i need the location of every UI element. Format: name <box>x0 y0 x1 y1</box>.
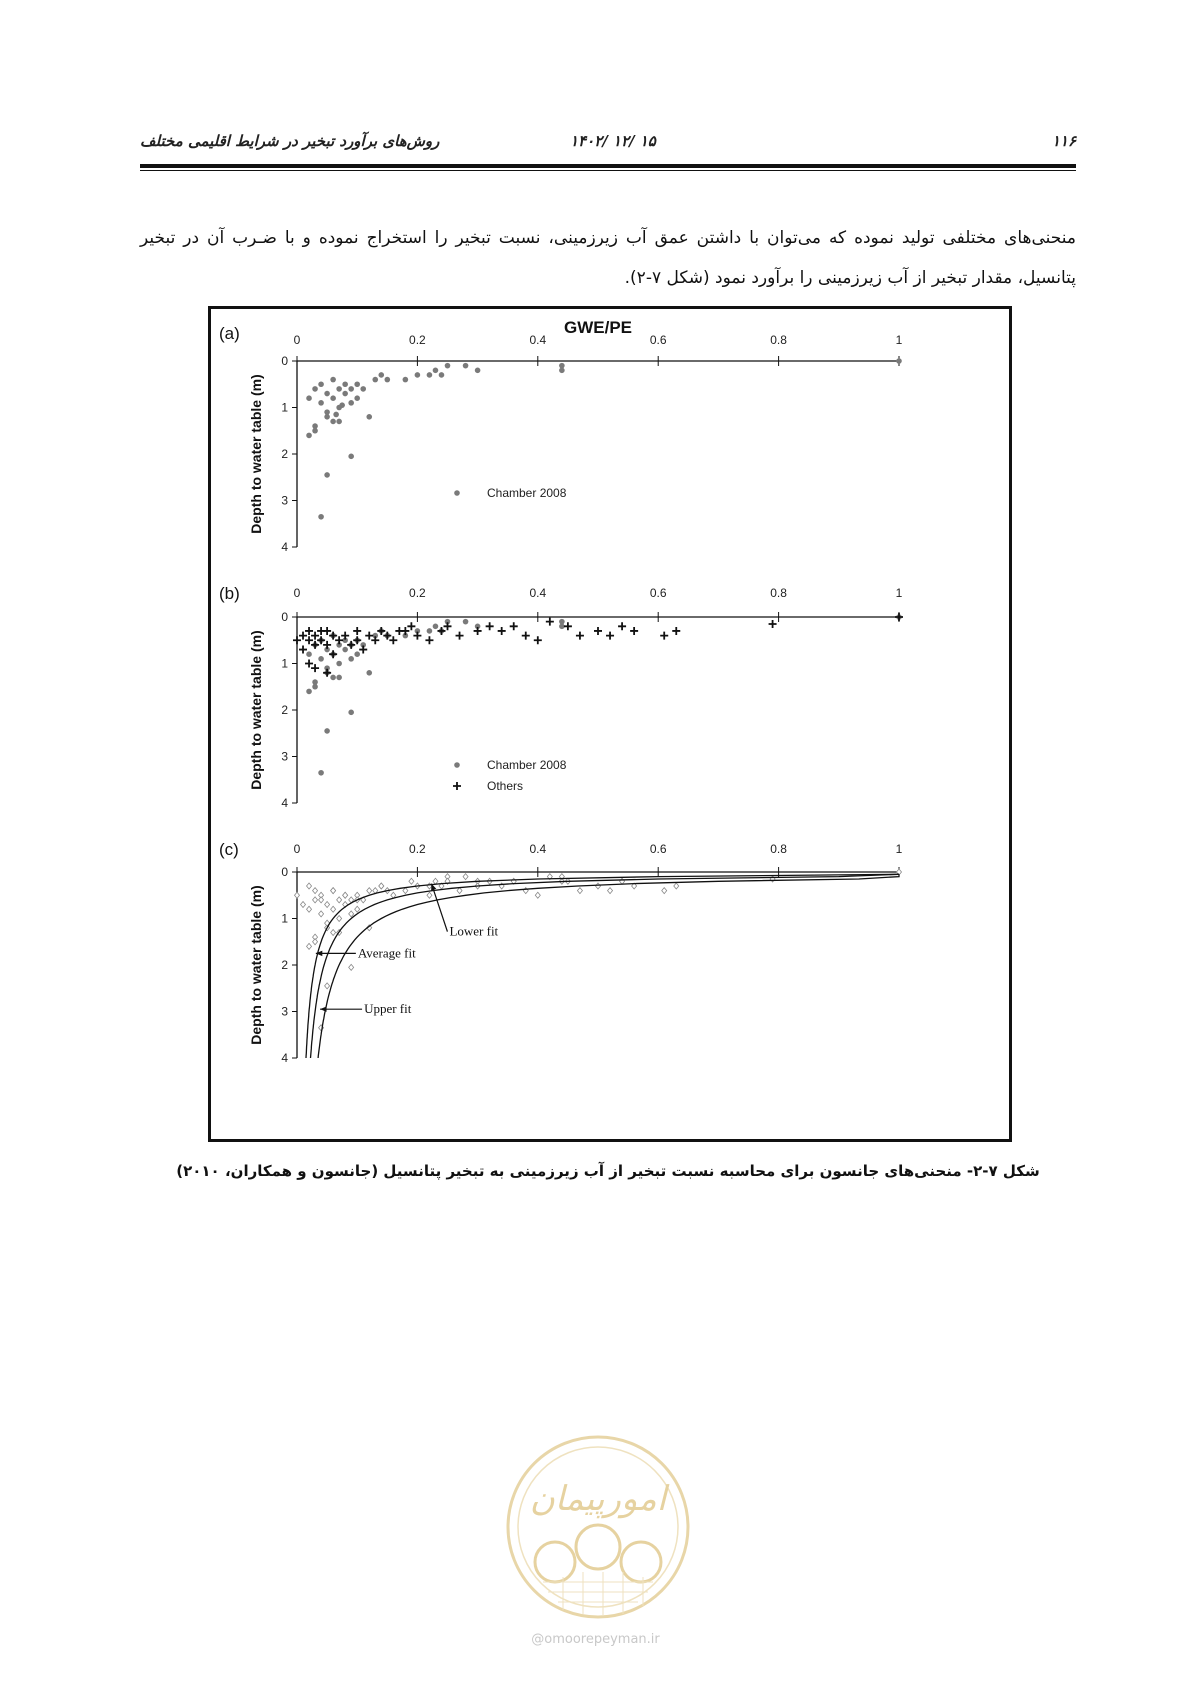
data-point <box>366 414 372 420</box>
data-point <box>342 391 348 397</box>
data-point-cross <box>305 636 313 644</box>
watermark-site: @omoorepeyman.ir <box>531 1632 660 1647</box>
data-point <box>312 684 318 690</box>
data-point-cross <box>311 632 319 640</box>
data-point <box>348 710 354 716</box>
x-tick-label: 0.2 <box>409 586 426 600</box>
data-point <box>336 661 342 667</box>
data-point <box>324 391 330 397</box>
x-tick-label: 1 <box>895 333 903 347</box>
data-point-diamond <box>608 888 613 894</box>
y-tick-label: 3 <box>281 1004 288 1019</box>
data-point <box>378 372 384 378</box>
data-point-cross <box>456 632 464 640</box>
data-point <box>475 368 481 374</box>
y-tick-label: 4 <box>281 1051 288 1065</box>
data-point-diamond <box>457 888 462 894</box>
data-point-cross <box>576 632 584 640</box>
legend-marker <box>454 490 460 496</box>
y-tick-label: 0 <box>281 354 288 368</box>
x-tick-label: 0 <box>293 333 301 347</box>
panel-0 <box>219 324 903 554</box>
data-point-diamond <box>337 916 342 922</box>
data-point-diamond <box>295 892 300 898</box>
data-point-cross <box>353 636 361 644</box>
data-point <box>896 358 902 364</box>
legend-label: Others <box>487 779 524 793</box>
y-tick-label: 0 <box>281 610 288 624</box>
data-point-diamond <box>301 902 306 908</box>
book-title: روش‌های برآورد تبخیر در شرایط اقلیمی مختلف <box>140 132 440 150</box>
y-tick-label: 3 <box>281 493 288 508</box>
data-point-diamond <box>319 911 324 917</box>
data-point-cross <box>389 636 397 644</box>
data-point <box>330 377 336 383</box>
panel-label: (a) <box>219 324 240 343</box>
data-point <box>342 647 348 653</box>
data-point-cross <box>606 632 614 640</box>
data-point-diamond <box>331 929 336 935</box>
x-tick-label: 0.2 <box>409 333 426 347</box>
x-tick-label: 0.6 <box>649 586 667 600</box>
data-point-cross <box>329 650 337 658</box>
page-number: ۱۱۶ <box>1051 132 1076 150</box>
data-point <box>336 386 342 392</box>
data-point-cross <box>305 660 313 668</box>
data-point-cross <box>486 622 494 630</box>
y-tick-label: 2 <box>281 703 288 717</box>
data-point-diamond <box>307 883 312 889</box>
data-point <box>385 377 391 383</box>
data-point-cross <box>371 636 379 644</box>
data-point <box>306 395 312 401</box>
data-point <box>306 689 312 695</box>
y-tick-label: 4 <box>281 540 288 554</box>
data-point-diamond <box>313 939 318 945</box>
header-date: ۱۴۰۲/ ۱۲/ ۱۵ <box>570 132 656 150</box>
data-point <box>333 412 339 418</box>
data-point <box>330 395 336 401</box>
figure-frame <box>208 306 1012 1142</box>
annotation-label: Average fit <box>357 945 416 961</box>
data-point-cross <box>353 627 361 635</box>
data-point-cross <box>347 641 355 649</box>
x-tick-label: 0.2 <box>409 842 426 856</box>
data-point-diamond <box>596 883 601 889</box>
data-point-diamond <box>662 888 667 894</box>
y-axis-title: Depth to water table (m) <box>248 885 264 1045</box>
data-point <box>324 409 330 415</box>
y-axis-title: Depth to water table (m) <box>248 374 264 534</box>
data-point-diamond <box>307 943 312 949</box>
annotation-arrowhead <box>320 1006 326 1011</box>
johnson-curves-figure <box>211 309 1009 1139</box>
panel-2 <box>219 840 903 1065</box>
fit-curve <box>306 874 899 1058</box>
annotation-label: Upper fit <box>364 1001 412 1017</box>
data-point <box>559 363 565 369</box>
data-point-diamond <box>379 883 384 889</box>
data-point-cross <box>329 632 337 640</box>
data-point-cross <box>335 636 343 644</box>
data-point-cross <box>311 641 319 649</box>
y-tick-label: 2 <box>281 958 288 972</box>
x-tick-label: 1 <box>895 842 903 856</box>
data-point-cross <box>305 627 313 635</box>
data-point <box>348 656 354 662</box>
x-tick-label: 0.6 <box>649 333 667 347</box>
data-point <box>354 381 360 387</box>
data-point <box>336 419 342 425</box>
panel-1 <box>219 584 903 810</box>
data-point <box>354 395 360 401</box>
data-point-cross <box>895 613 903 621</box>
data-point <box>415 372 421 378</box>
legend-marker <box>454 762 460 768</box>
data-point-cross <box>510 622 518 630</box>
data-point-cross <box>407 622 415 630</box>
data-point-cross <box>323 627 331 635</box>
data-point <box>427 372 433 378</box>
legend-label: Chamber 2008 <box>487 486 567 500</box>
data-point-cross <box>323 669 331 677</box>
data-point <box>372 377 378 383</box>
data-point-diamond <box>349 911 354 917</box>
legend-marker <box>453 782 461 790</box>
data-point <box>463 619 469 625</box>
data-point-diamond <box>367 888 372 894</box>
x-tick-label: 0.8 <box>770 842 787 856</box>
x-tick-label: 0 <box>293 586 301 600</box>
figure-caption: شکل ۷-۲- منحنی‌های جانسون برای محاسبه نسبت تبخیر از آب زیرزمینی به تبخیر پتانسیل (جانسون و همکاران، ۲۰۱۰) <box>176 1162 1040 1180</box>
data-point <box>318 381 324 387</box>
data-point-diamond <box>674 883 679 889</box>
x-tick-label: 0.4 <box>529 842 547 856</box>
data-point-diamond <box>307 906 312 912</box>
data-point-cross <box>413 632 421 640</box>
y-axis-title: Depth to water table (m) <box>248 630 264 790</box>
x-tick-label: 0.6 <box>649 842 667 856</box>
data-point <box>318 656 324 662</box>
data-point <box>336 675 342 681</box>
data-point-cross <box>317 636 325 644</box>
data-point-cross <box>498 627 506 635</box>
data-point-diamond <box>463 874 468 880</box>
data-point-diamond <box>427 892 432 898</box>
y-tick-label: 0 <box>281 865 288 879</box>
data-point-cross <box>323 641 331 649</box>
y-tick-label: 4 <box>281 796 288 810</box>
header-rule-thin <box>140 170 1076 171</box>
annotation-label: Lower fit <box>449 923 499 939</box>
data-point-cross <box>293 636 301 644</box>
data-point <box>330 675 336 681</box>
data-point <box>342 381 348 387</box>
data-point <box>312 428 318 434</box>
data-point-diamond <box>355 906 360 912</box>
data-point <box>427 628 433 634</box>
watermark-logo-text: امورپیمان <box>529 1479 667 1519</box>
y-tick-label: 3 <box>281 749 288 764</box>
body-paragraph: منحنی‌های مختلفی تولید نموده که می‌توان با داشتن عمق آب زیرزمینی، نسبت تبخیر را استخراج نموده و با ضـرب آن در تبخیر پتانسیل، مقدار تبخیر از آب زیرزمینی را برآورد نمود (شکل ۷-۲). <box>140 228 1076 288</box>
data-point-cross <box>341 632 349 640</box>
data-point-diamond <box>337 897 342 903</box>
data-point-diamond <box>343 892 348 898</box>
data-point <box>433 368 439 374</box>
data-point-diamond <box>319 897 324 903</box>
data-point <box>559 619 565 625</box>
data-point-cross <box>618 622 626 630</box>
y-tick-label: 1 <box>281 400 288 415</box>
data-point <box>348 386 354 392</box>
data-point <box>306 651 312 657</box>
data-point-cross <box>534 636 542 644</box>
data-point <box>463 363 469 369</box>
data-point-cross <box>311 664 319 672</box>
data-point <box>318 514 324 520</box>
data-point-cross <box>383 632 391 640</box>
data-point <box>312 386 318 392</box>
data-point-cross <box>564 622 572 630</box>
data-point <box>439 372 445 378</box>
data-point-diamond <box>535 892 540 898</box>
data-point-cross <box>377 627 385 635</box>
data-point-cross <box>299 646 307 654</box>
data-point <box>403 377 409 383</box>
x-tick-label: 0.8 <box>770 586 787 600</box>
y-tick-label: 1 <box>281 656 288 671</box>
data-point <box>318 400 324 406</box>
data-point-cross <box>630 627 638 635</box>
fit-curve <box>311 874 900 1058</box>
y-tick-label: 2 <box>281 447 288 461</box>
legend-label: Chamber 2008 <box>487 758 567 772</box>
data-point-cross <box>546 618 554 626</box>
data-point <box>339 402 345 408</box>
data-point <box>445 363 451 369</box>
data-point-cross <box>401 627 409 635</box>
data-point-cross <box>769 620 777 628</box>
data-point <box>354 651 360 657</box>
data-point-cross <box>672 627 680 635</box>
watermark-logo <box>503 1432 693 1622</box>
header-rule-thick <box>140 164 1076 168</box>
data-point-diamond <box>577 888 582 894</box>
data-point-cross <box>444 622 452 630</box>
data-point <box>330 419 336 425</box>
x-tick-label: 0.4 <box>529 586 547 600</box>
figure-title: GWE/PE <box>563 318 633 337</box>
data-point-diamond <box>325 983 330 989</box>
data-point <box>324 728 330 734</box>
data-point <box>360 386 366 392</box>
data-point-cross <box>359 646 367 654</box>
data-point-diamond <box>325 902 330 908</box>
data-point <box>318 770 324 776</box>
data-point-cross <box>365 632 373 640</box>
data-point-cross <box>425 636 433 644</box>
fit-curve <box>318 874 899 1058</box>
data-point <box>433 624 439 630</box>
data-point-diamond <box>313 888 318 894</box>
data-point <box>348 400 354 406</box>
data-point-cross <box>299 632 307 640</box>
x-tick-label: 1 <box>895 586 903 600</box>
data-point-diamond <box>349 964 354 970</box>
annotation-arrow <box>431 884 447 932</box>
panel-label: (c) <box>219 840 239 859</box>
x-tick-label: 0.4 <box>529 333 547 347</box>
x-tick-label: 0.8 <box>770 333 787 347</box>
page-header <box>140 124 1076 158</box>
data-point-cross <box>437 627 445 635</box>
data-point-cross <box>522 632 530 640</box>
data-point-cross <box>660 632 668 640</box>
x-tick-label: 0 <box>293 842 301 856</box>
y-tick-label: 1 <box>281 911 288 926</box>
data-point <box>306 433 312 439</box>
data-point-diamond <box>409 878 414 884</box>
data-point-cross <box>594 627 602 635</box>
data-point <box>324 472 330 478</box>
panel-label: (b) <box>219 584 240 603</box>
data-point-diamond <box>403 888 408 894</box>
data-point <box>366 670 372 676</box>
data-point-diamond <box>313 897 318 903</box>
data-point-diamond <box>331 888 336 894</box>
data-point-cross <box>474 627 482 635</box>
data-point-diamond <box>331 906 336 912</box>
data-point <box>348 454 354 460</box>
